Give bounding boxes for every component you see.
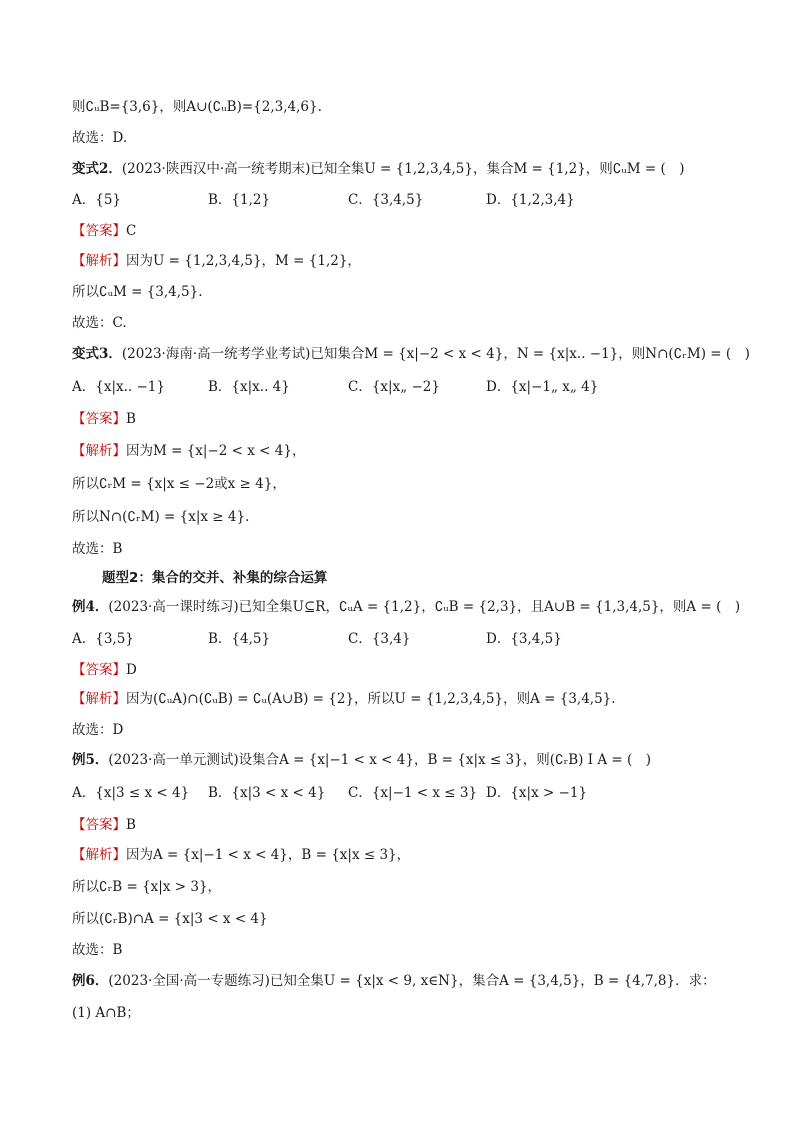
choice-line: 故选：D. <box>72 130 128 146</box>
problem-label: 例6． <box>72 973 109 989</box>
option-d: D．{1,2,3,4} <box>486 192 575 208</box>
option-d: D．{3,4,5} <box>486 631 562 647</box>
answer-value: D <box>126 662 137 678</box>
analysis-label: 【解析】 <box>72 847 126 863</box>
analysis-label: 【解析】 <box>72 253 126 269</box>
option-b: B．{x|x.. 4} <box>208 379 290 395</box>
option-c: C．{3,4,5} <box>348 192 424 208</box>
analysis-text: 因为(∁ᵤA)∩(∁ᵤB) = ∁ᵤ(A∪B) = {2}，所以U = {1,2,3,4,5}，则A = {3,4,5}. <box>126 691 616 707</box>
choice-line: 故选：B <box>72 942 123 958</box>
problem-label: 例4． <box>72 599 109 615</box>
problem-text: (2023·全国·高一专题练习)已知全集U = {x|x < 9, x∈N}，集合A = {3,4,5}，B = {4,7,8}．求： <box>108 973 716 989</box>
problem-text: (2023·高一课时练习)已知全集U⊆R，∁ᵤA = {1,2}，∁ᵤB = {2,3}，且A∪B = {1,3,4,5}，则A = ( ) <box>108 599 741 615</box>
analysis-text: 因为M = {x|−2 < x < 4}， <box>126 443 306 459</box>
problem-example-5 <box>72 750 734 770</box>
option-a: A．{x|3 ≤ x < 4} <box>72 785 190 801</box>
choice-line: 故选：D <box>72 722 124 738</box>
option-b: B．{4,5} <box>208 631 271 647</box>
problem-label: 变式3． <box>72 346 122 362</box>
answer-value: B <box>126 817 136 833</box>
problem-label: 变式2． <box>72 161 122 177</box>
solution-line: 所以∁ᵣB = {x|x > 3}， <box>72 879 222 895</box>
option-a: A．{x|x.. −1} <box>72 379 165 395</box>
answer-line <box>72 815 734 835</box>
option-a: A．{5} <box>72 192 122 208</box>
solution-line: 所以N∩(∁ᵣM) = {x|x ≥ 4}. <box>72 509 250 525</box>
analysis-line <box>72 251 734 271</box>
answer-value: B <box>126 411 136 427</box>
answer-label: 【答案】 <box>72 411 126 427</box>
option-c: C．{3,4} <box>348 631 411 647</box>
solution-line: 所以∁ᵤM = {3,4,5}. <box>72 284 203 300</box>
solution-line: 所以∁ᵣM = {x|x ≤ −2或x ≥ 4}， <box>72 476 286 492</box>
answer-line <box>72 660 734 680</box>
analysis-text: 因为A = {x|−1 < x < 4}，B = {x|x ≤ 3}， <box>126 847 411 863</box>
option-a: A．{3,5} <box>72 631 134 647</box>
analysis-line <box>72 845 734 865</box>
analysis-line <box>72 689 734 709</box>
analysis-text: 因为U = {1,2,3,4,5}，M = {1,2}， <box>126 253 361 269</box>
section-heading: 题型2：集合的交并、补集的综合运算 <box>102 570 328 586</box>
answer-label: 【答案】 <box>72 662 126 678</box>
option-d: D．{x|x > −1} <box>486 785 588 801</box>
solution-line: 所以(∁ᵣB)∩A = {x|3 < x < 4} <box>72 911 268 927</box>
problem-text: (2023·陕西汉中·高一统考期末)已知全集U = {1,2,3,4,5}，集合M = {1,2}，则∁ᵤM = ( ) <box>121 161 685 177</box>
analysis-label: 【解析】 <box>72 443 126 459</box>
choice-line: 故选：C. <box>72 315 127 331</box>
option-c: C．{x|x„ −2} <box>348 379 440 395</box>
answer-value: C <box>126 223 137 239</box>
problem-text: (2023·海南·高一统考学业考试)已知集合M = {x|−2 < x < 4}，N = {x|x.. −1}，则N∩(∁ᵣM) = ( ) <box>121 346 750 362</box>
analysis-line <box>72 441 734 461</box>
option-b: B．{x|3 < x < 4} <box>208 785 326 801</box>
option-d: D．{x|−1„ x„ 4} <box>486 379 599 395</box>
answer-line <box>72 409 734 429</box>
problem-text: (2023·高一单元测试)设集合A = {x|−1 < x < 4}，B = {x|x ≤ 3}，则(∁ᵣB) I A = ( ) <box>108 752 652 768</box>
problem-variant-3 <box>72 344 750 364</box>
option-c: C．{x|−1 < x ≤ 3} <box>348 785 478 801</box>
sub-question: (1) A∩B； <box>72 1005 140 1021</box>
option-b: B．{1,2} <box>208 192 271 208</box>
answer-label: 【答案】 <box>72 817 126 833</box>
solution-line: 则∁ᵤB={3,6}，则A∪(∁ᵤB)={2,3,4,6}. <box>72 99 322 115</box>
problem-example-4 <box>72 597 741 617</box>
problem-variant-2 <box>72 159 734 179</box>
answer-line <box>72 221 734 241</box>
answer-label: 【答案】 <box>72 223 126 239</box>
problem-label: 例5． <box>72 752 109 768</box>
problem-example-6 <box>72 971 734 991</box>
analysis-label: 【解析】 <box>72 691 126 707</box>
choice-line: 故选：B <box>72 541 123 557</box>
